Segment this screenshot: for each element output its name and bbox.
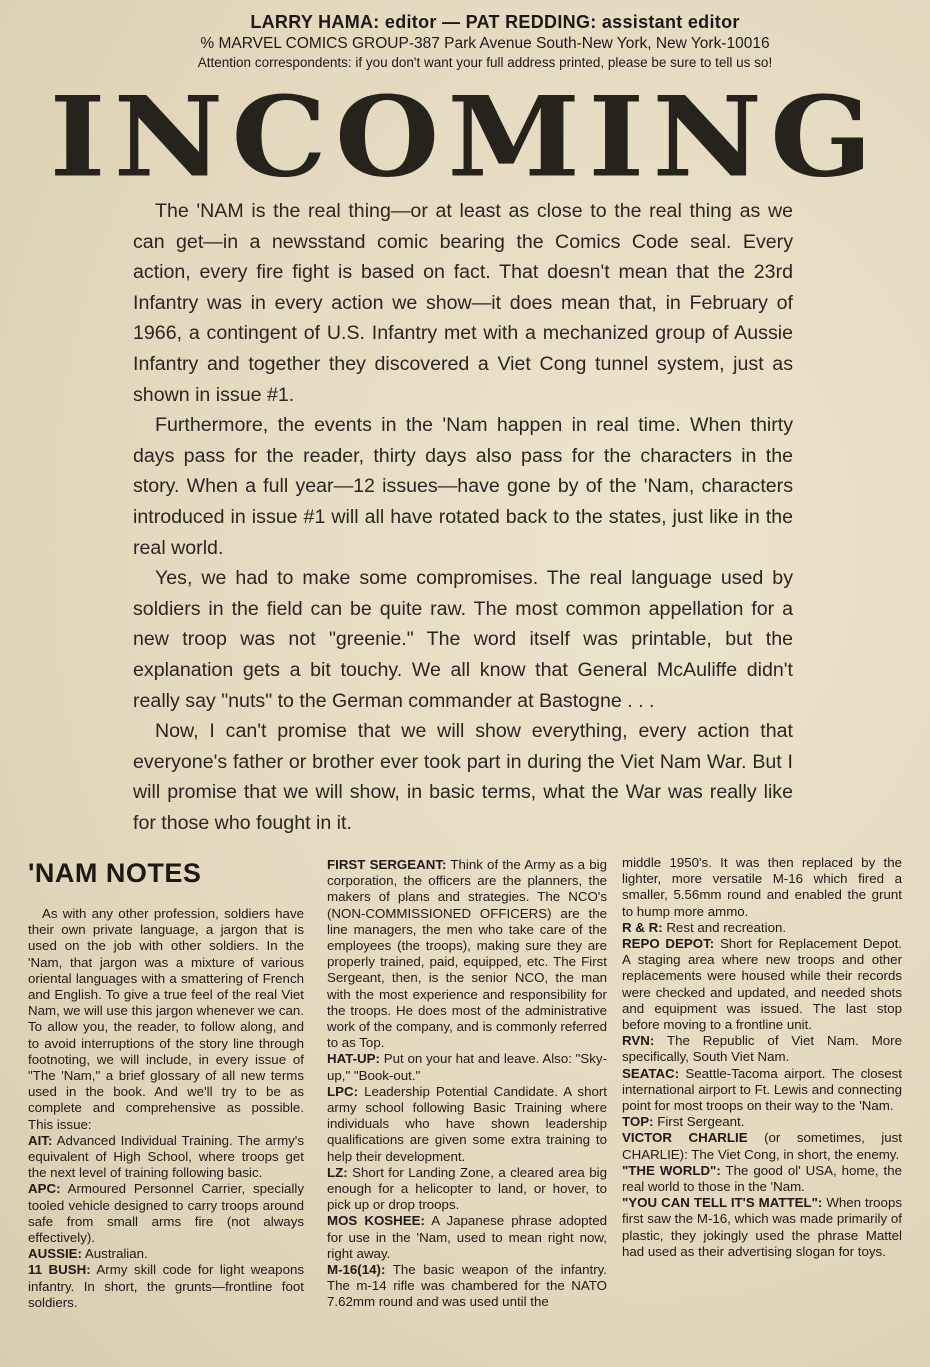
glossary-entry [327, 1165, 607, 1214]
glossary-definition: Short for Replacement Depot. A staging area where new troops and other replacements were housed while their records were checked and updated, and needed shots and equipment was issued. The last stop before moving to a frontline unit. [622, 936, 902, 1033]
glossary-term: MOS KOSHEE: [327, 1213, 425, 1229]
glossary-term: R & R: [622, 919, 663, 935]
glossary-definition: First Sergeant. [657, 1114, 745, 1130]
glossary-entry [622, 920, 902, 936]
glossary-entry [327, 1262, 607, 1311]
glossary-term: 11 BUSH: [28, 1262, 91, 1278]
glossary-entry [28, 1262, 304, 1311]
intro-paragraph: Furthermore, the events in the 'Nam happen in real time. When thirty days pass for the reader, thirty days also pass for the characters in the story. When a full year—12 issues—have gone by of the 'Nam, characters introduced in issue #1 will all have rotated back to the states, just like in the real world. [133, 414, 793, 559]
glossary-definition: A Japanese phrase adopted for use in the 'Nam, used to mean right now, right away. [327, 1213, 607, 1261]
glossary-term: M-16(14): [327, 1262, 386, 1278]
glossary-definition: Armoured Personnel Carrier, specially tooled vehicle designed to carry troops around safe from small arms fire (not always effectively). [28, 1181, 304, 1246]
glossary-entry [327, 1084, 607, 1165]
glossary-term: AIT: [28, 1132, 53, 1148]
glossary-definition: Put on your hat and leave. Also: "Sky-up," "Book-out." [327, 1051, 607, 1083]
glossary-term: "THE WORLD": [622, 1162, 721, 1178]
notes-column-1 [28, 906, 304, 1311]
glossary-term: SEATAC: [622, 1065, 680, 1081]
masthead [0, 12, 930, 70]
glossary-definition: Army skill code for light weapons infantry. In short, the grunts—frontline foot soldiers. [28, 1262, 305, 1310]
glossary-entry [622, 1163, 902, 1195]
glossary-entry [327, 1213, 607, 1262]
glossary-term: LPC: [327, 1083, 359, 1099]
glossary-definition: Think of the Army as a big corporation, the officers are the planners, the makers of plans and strategies. The NCO's (NON-COMMISSIONED OFFICERS) are the line managers, the men who take care of the employees (the troops), making sure they are properly trained, paid, equipped, etc. The First Sergeant, then, is the senior NCO, the man with the most experience and responsibility for the troops. He does most of the administrative work of the company, and is commonly referred to as Top. [327, 857, 607, 1051]
glossary-entry [622, 1114, 902, 1130]
glossary-definition: (or sometimes, just CHARLIE): The Viet Cong, in short, the enemy. [622, 1130, 902, 1162]
notes-intro: As with any other profession, soldiers have their own private language, a jargon that is used on the job with other soldiers. In the 'Nam, that jargon was a mixture of various oriental languages with a smattering of French and English. To give a true feel of the real Viet Nam, we will use this jargon whenever we can. To allow you, the reader, to follow along, and to avoid interruptions of the story line through footnoting, we will include, in every issue of "The 'Nam," a brief glossary of all new terms used in the book. And we'll try to be as complete and comprehensive as possible. This issue: [28, 906, 304, 1132]
glossary-definition: When troops first saw the M-16, which was made primarily of plastic, they jokingly used the phrase Mattel had used as their advertising slogan for toys. [622, 1195, 902, 1259]
glossary-definition: The good ol' USA, home, the real world to those in the 'Nam. [622, 1162, 903, 1195]
glossary-entry [28, 1181, 304, 1246]
incoming-title: INCOMING [49, 72, 881, 203]
glossary-entry [622, 1195, 902, 1260]
intro-paragraph: Now, I can't promise that we will show everything, every action that everyone's father or brother ever took part in during the Viet Nam War. But I will promise that we will show, in basic terms, what the War was really like for those who fought in it. [133, 720, 793, 834]
attention-line: Attention correspondents: if you don't want your full address printed, please be sure to tell us so! [197, 55, 773, 70]
glossary-term: TOP: [622, 1114, 654, 1130]
glossary-definition: The basic weapon of the infantry. The m-14 rifle was chambered for the NATO 7.62mm round and was used until the [327, 1262, 607, 1310]
glossary-entry [622, 936, 902, 1033]
nam-notes-heading: 'NAM NOTES [28, 858, 202, 888]
glossary-term: LZ: [327, 1164, 348, 1180]
intro-paragraph: Yes, we had to make some compromises. The real language used by soldiers in the field can be quite raw. The most common appellation for a new troop was not "greenie." The word itself was printable, but the explanation gets a bit touchy. We all know that General McAuliffe didn't really say "nuts" to the German commander at Bastogne . . . [133, 567, 793, 712]
glossary-definition: The Republic of Viet Nam. More specifically, South Viet Nam. [622, 1033, 902, 1065]
glossary-term: FIRST SERGEANT: [327, 857, 447, 872]
intro-paragraph: The 'NAM is the real thing—or at least as close to the real thing as we can get—in a newsstand comic bearing the Comics Code seal. Every action, every fire fight is based on fact. That doesn't mean that the 23rd Infantry was in every action we show—it does mean that, in February of 1966, a contingent of U.S. Infantry met with a mechanized group of Aussie Infantry and together they discovered a Viet Cong tunnel system, just as shown in issue #1. [133, 200, 793, 406]
editors-line: LARRY HAMA: editor — PAT REDDING: assistant editor [250, 12, 740, 32]
glossary-entry [622, 855, 902, 920]
glossary-entry [327, 1051, 607, 1083]
address-line: % MARVEL COMICS GROUP-387 Park Avenue South-New York, New York-10016 [200, 35, 770, 52]
notes-column-2 [327, 857, 607, 1311]
glossary-definition: Australian. [84, 1246, 148, 1262]
glossary-definition: Advanced Individual Training. The army's equivalent of High School, where troops get the next level of training following basic. [28, 1132, 304, 1181]
glossary-entry [28, 1246, 304, 1262]
glossary-definition: Leadership Potential Candidate. A short army school following Basic Training where individuals who have shown leadership qualifications are given some extra training to help their development. [327, 1083, 607, 1164]
glossary-definition: Rest and recreation. [666, 919, 787, 935]
glossary-term: REPO DEPOT: [622, 936, 715, 952]
glossary-entry [622, 1033, 902, 1065]
glossary-entry [28, 1133, 304, 1182]
glossary-entry [622, 1066, 902, 1115]
glossary-term: AUSSIE: [28, 1246, 82, 1262]
glossary-term: VICTOR CHARLIE [622, 1130, 748, 1146]
glossary-definition: Seattle-Tacoma airport. The closest international airport to Ft. Lewis and connecting point for most troops on their way to the 'Nam. [622, 1065, 902, 1114]
glossary-term: HAT-UP: [327, 1051, 380, 1067]
glossary-term: "YOU CAN TELL IT'S MATTEL": [622, 1195, 823, 1211]
glossary-definition: Short for Landing Zone, a cleared area big enough for a helicopter to land, or hover, to pick up or drop troops. [327, 1164, 607, 1213]
intro-text [133, 196, 793, 838]
notes-column-3 [622, 855, 902, 1260]
glossary-term: RVN: [622, 1033, 655, 1049]
glossary-entry [622, 1130, 902, 1162]
glossary-definition: middle 1950's. It was then replaced by the lighter, more versatile M-16 which fired a smaller, 5.56mm round and enabled the grunt to hump more ammo. [622, 855, 902, 919]
glossary-entry [327, 857, 607, 1051]
glossary-term: APC: [28, 1181, 61, 1197]
